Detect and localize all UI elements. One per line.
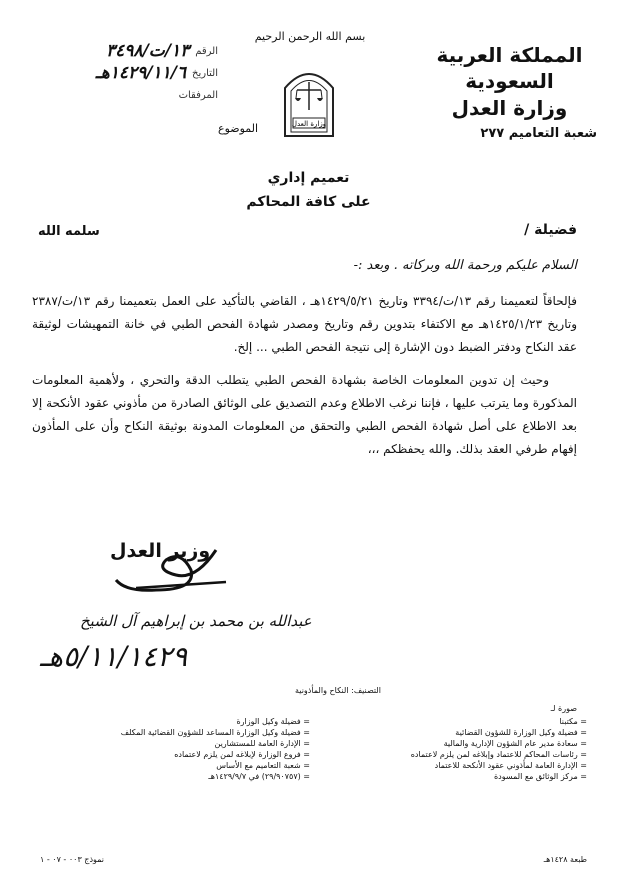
print-edition: طبعة ١٤٢٨هـ xyxy=(543,855,587,864)
attachments-row xyxy=(18,84,218,106)
body-paragraph-2: وحيث إن تدوين المعلومات الخاصة بشهادة الفحص الطبي يتطلب الدقة والتحري ، ولأهمية المعلومات المذكورة وما يترتب عليها ، فإننا نرغب الاطلاع وعدم التصديق على الوثائق الصادرة من مأذوني عقود الأنكحة إلا بعد الاطلاع على أصل شهادة الفحص الطبي والتحقق من المعلومات المدونة بوثيقة النكاح وأن على المأذون إفهام طرفي العقد بذلك. والله يحفظكم ،،، xyxy=(32,373,577,456)
department-code: ٢٧٧ xyxy=(480,126,505,141)
greeting: السلام عليكم ورحمة الله وبركاته . وبعد :- xyxy=(353,258,577,273)
distribution-item: = رئاسات المحاكم للاعتماد وإبلاغه لمن يلزم لاعتماده xyxy=(410,750,587,759)
blessing: سلمه الله xyxy=(38,224,100,239)
distribution-item: = مكتبنا xyxy=(559,717,587,726)
distribution-item: = (٢٩/٩٠٧٥٧) في ١٤٢٩/٩/٧هـ xyxy=(208,772,310,781)
country-name: المملكة العربية السعودية xyxy=(436,43,583,93)
circular-addressee: على كافة المحاكم xyxy=(246,194,371,210)
department-line xyxy=(422,126,597,141)
number-value: ١٣/ت/٣٤٩٨ xyxy=(106,41,190,61)
date-value: ١٤٢٩/١١/٦هـ xyxy=(95,63,187,83)
body-paragraph-1: فإلحاقاً لتعميمنا رقم ١٣/ت/٣٣٩٤ وتاريخ ١٤٢٩/٥/٢١هـ ، القاضي بالتأكيد على العمل بتعميمنا رقم ١٣/ت/٢٣٨٧ وتاريخ ١٤٢٥/١/٢٣هـ مع الاكتفاء بتدوين رقم وتاريخ ومصدر شهادة الفحص الطبي في خانة التمهيشات لوثيقة عقد النكاح ودفتر الضبط دون الإشارة إلى نتيجة الفحص الطبي ... إلخ. xyxy=(32,294,577,354)
classification-value: النكاح والمأذونية xyxy=(295,686,349,695)
basmala: بسم الله الرحمن الرحيم xyxy=(254,30,366,43)
ministry-header xyxy=(422,42,597,141)
circular-title: تعميم إداري xyxy=(267,170,350,186)
distribution-item: = الإدارة العامة للمستشارين xyxy=(214,739,310,748)
minister-title: وزير العدل xyxy=(110,540,211,562)
distribution-item: = فضيلة وكيل الوزارة xyxy=(236,717,310,726)
distribution-item: = سعادة مدير عام الشؤون الإدارية والمالية xyxy=(443,739,587,748)
copy-label: صورة لـ xyxy=(550,704,577,713)
subject-label: الموضوع xyxy=(218,122,259,135)
classification: التصنيف: النكاح والمأذونية xyxy=(295,686,381,695)
ministry-name: وزارة العدل xyxy=(451,96,568,120)
department-name: شعبة التعاميم xyxy=(508,126,597,141)
letter-meta xyxy=(18,40,218,106)
distribution-item: = فروع الوزارة لإبلاغه لمن يلزم لاعتماده xyxy=(174,750,310,759)
salutation: فضيلة / xyxy=(524,222,577,238)
classification-label: التصنيف xyxy=(353,686,381,695)
attachments-label: المرفقات xyxy=(178,89,218,101)
handwritten-signature xyxy=(96,520,246,610)
distribution-item: = شعبة التعاميم مع الأساس xyxy=(216,761,310,770)
distribution-item: = الإدارة العامة لمأذوني عقود الأنكحة للاعتماد xyxy=(434,761,587,770)
distribution-right xyxy=(297,716,587,782)
number-label: الرقم xyxy=(195,45,218,57)
distribution-left xyxy=(40,716,310,782)
letter-body xyxy=(32,290,577,471)
distribution-item: = فضيلة وكيل الوزارة للشؤون القضائية xyxy=(455,728,587,737)
number-row xyxy=(18,40,218,62)
handwritten-date: ٥/١١/١٤٢٩هـ xyxy=(40,640,188,673)
date-row xyxy=(18,62,218,84)
emblem-text: وزارة العدل xyxy=(291,120,327,128)
form-number: نموذج ٠٠٣ - ٠٧ - ١ xyxy=(40,855,105,864)
distribution-item: = فضيلة وكيل الوزارة المساعد للشؤون القضائية المكلف xyxy=(120,728,310,737)
date-label: التاريخ xyxy=(192,67,218,79)
minister-name: عبدالله بن محمد بن إبراهيم آل الشيخ xyxy=(80,612,312,630)
ministry-emblem xyxy=(267,58,351,142)
distribution-item: = مركز الوثائق مع المسودة xyxy=(493,772,587,781)
